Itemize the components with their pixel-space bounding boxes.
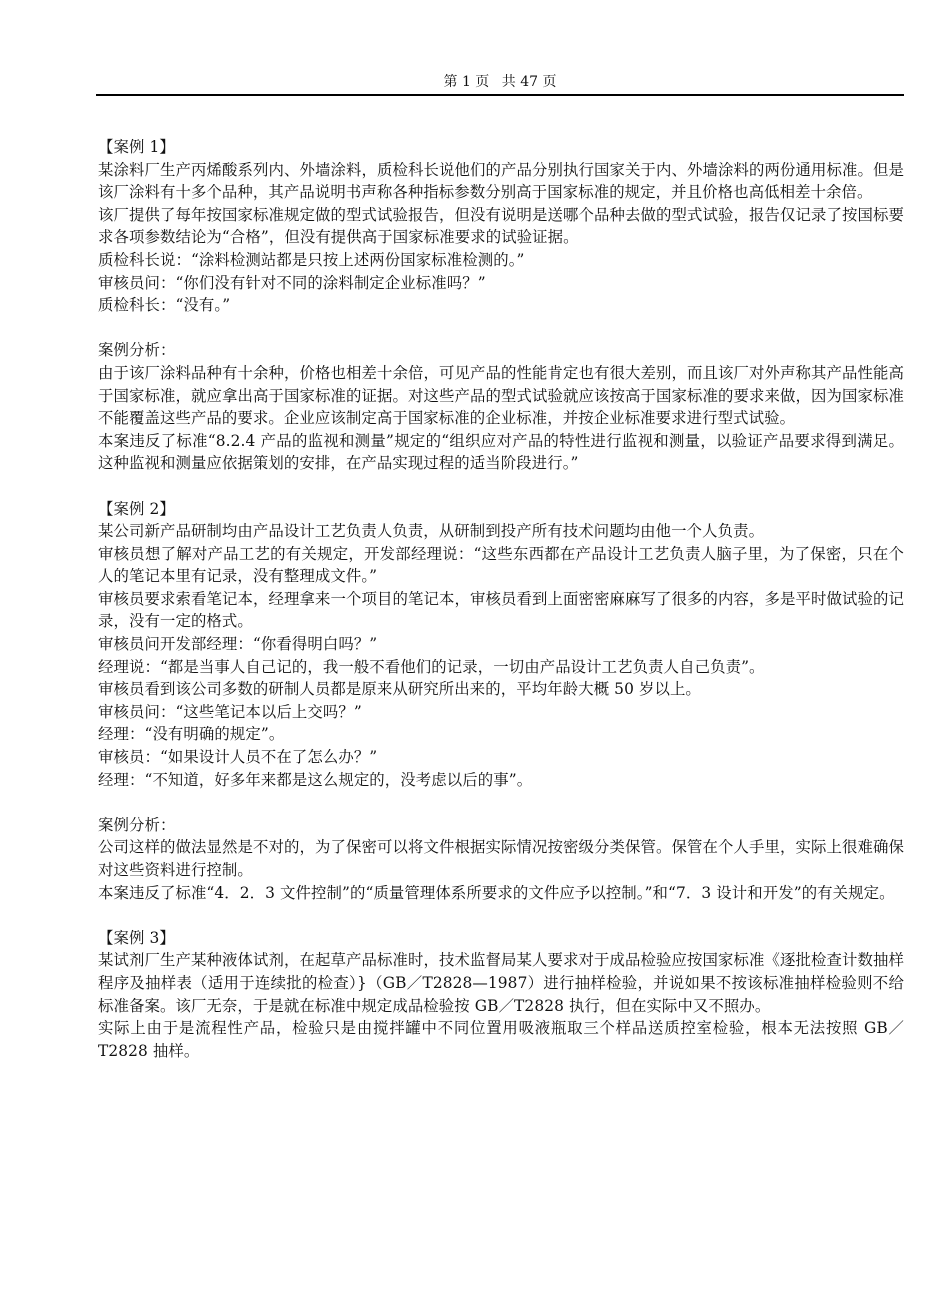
paragraph: 审核员问：“你们没有针对不同的涂料制定企业标准吗？” xyxy=(98,273,486,292)
analysis-heading: 案例分析： xyxy=(98,815,176,834)
paragraph: 本案违反了标准“4．2．3 文件控制”的“质量管理体系所要求的文件应予以控制。”和“7．3 设计和开发”的有关规定。 xyxy=(98,883,895,902)
paragraph: 审核员：“如果设计人员不在了怎么办？” xyxy=(98,748,378,767)
case-2-heading: 【案例 2】 xyxy=(98,499,175,518)
paragraph: 质检科长：“没有。” xyxy=(98,296,231,315)
paragraph: 审核员看到该公司多数的研制人员都是原来从研究所出来的，平均年龄大概 50 岁以上。 xyxy=(98,680,701,699)
paragraph: 经理说：“都是当事人自己记的，我一般不看他们的记录，一切由产品设计工艺负责人自己负责”。 xyxy=(98,657,765,676)
paragraph: 审核员要求索看笔记本，经理拿来一个项目的笔记本，审核员看到上面密密麻麻写了很多的内容，多是平时做试验的记录，没有一定的格式。 xyxy=(98,589,904,631)
page-number: 第 1 页 xyxy=(443,74,490,90)
analysis-heading: 案例分析： xyxy=(98,341,176,360)
paragraph: 本案违反了标准“8.2.4 产品的监视和测量”规定的“组织应对产品的特性进行监视和测量，以验证产品要求得到满足。这种监视和测量应依据策划的安排，在产品实现过程的适当阶段进行。” xyxy=(98,431,904,473)
page-total: 共 47 页 xyxy=(501,74,557,90)
blank-line xyxy=(98,791,904,814)
paragraph: 由于该厂涂料品种有十余种，价格也相差十余倍，可见产品的性能肯定也有很大差别，而且该厂对外声称其产品性能高于国家标准，就应拿出高于国家标准的证据。对这些产品的型式试验就应该按高于国家标准的要求来做，因为国家标准不能覆盖这些产品的要求。企业应该制定高于国家标准的企业标准，并按企业标准要求进行型式试验。 xyxy=(98,363,904,428)
paragraph: 实际上由于是流程性产品，检验只是由搅拌罐中不同位置用吸液瓶取三个样品送质控室检验，根本无法按照 GB／T2828 抽样。 xyxy=(98,1019,904,1060)
paragraph: 某公司新产品研制均由产品设计工艺负责人负责，从研制到投产所有技术问题均由他一个人负责。 xyxy=(98,522,765,541)
paragraph: 经理：“不知道，好多年来都是这么规定的，没考虑以后的事”。 xyxy=(98,770,533,789)
case-3-heading: 【案例 3】 xyxy=(98,928,175,947)
paragraph: 审核员问开发部经理：“你看得明白吗？” xyxy=(98,635,378,654)
document-body xyxy=(98,136,904,1062)
page-header xyxy=(96,70,904,96)
paragraph: 该厂提供了每年按国家标准规定做的型式试验报告，但没有说明是送哪个品种去做的型式试验，报告仅记录了按国标要求各项参数结论为“合格”，但没有提供高于国家标准要求的试验证据。 xyxy=(98,205,904,247)
blank-line xyxy=(98,904,904,927)
case-1-heading: 【案例 1】 xyxy=(98,138,175,156)
paragraph: 质检科长说：“涂料检测站都是只按上述两份国家标准检测的。” xyxy=(98,250,525,269)
paragraph: 某试剂厂生产某种液体试剂，在起草产品标准时，技术监督局某人要求对于成品检验应按国家标准《逐批检查计数抽样程序及抽样表（适用于连续批的检查）}（GB／T2828—1987）进行抽样检验，并说如果不按该标准抽样检验则不给标准备案。该厂无奈，于是就在标准中规定成品检验按 GB／T2828 执行，但在实际中又不照办。 xyxy=(98,951,904,1015)
paragraph: 经理：“没有明确的规定”。 xyxy=(98,725,285,744)
blank-line xyxy=(98,475,904,498)
blank-line xyxy=(98,317,904,340)
paragraph: 公司这样的做法显然是不对的，为了保密可以将文件根据实际情况按密级分类保管。保管在个人手里，实际上很难确保对这些资料进行控制。 xyxy=(98,838,904,879)
paragraph: 审核员想了解对产品工艺的有关规定，开发部经理说：“这些东西都在产品设计工艺负责人脑子里，为了保密，只在个人的笔记本里有记录，没有整理成文件。” xyxy=(98,544,904,586)
paragraph: 审核员问：“这些笔记本以后上交吗？” xyxy=(98,702,362,721)
paragraph: 某涂料厂生产丙烯酸系列内、外墙涂料，质检科长说他们的产品分别执行国家关于内、外墙涂料的两份通用标准。但是该厂涂料有十多个品种，其产品说明书声称各种指标参数分别高于国家标准的规定，并且价格也高低相差十余倍。 xyxy=(98,160,904,202)
